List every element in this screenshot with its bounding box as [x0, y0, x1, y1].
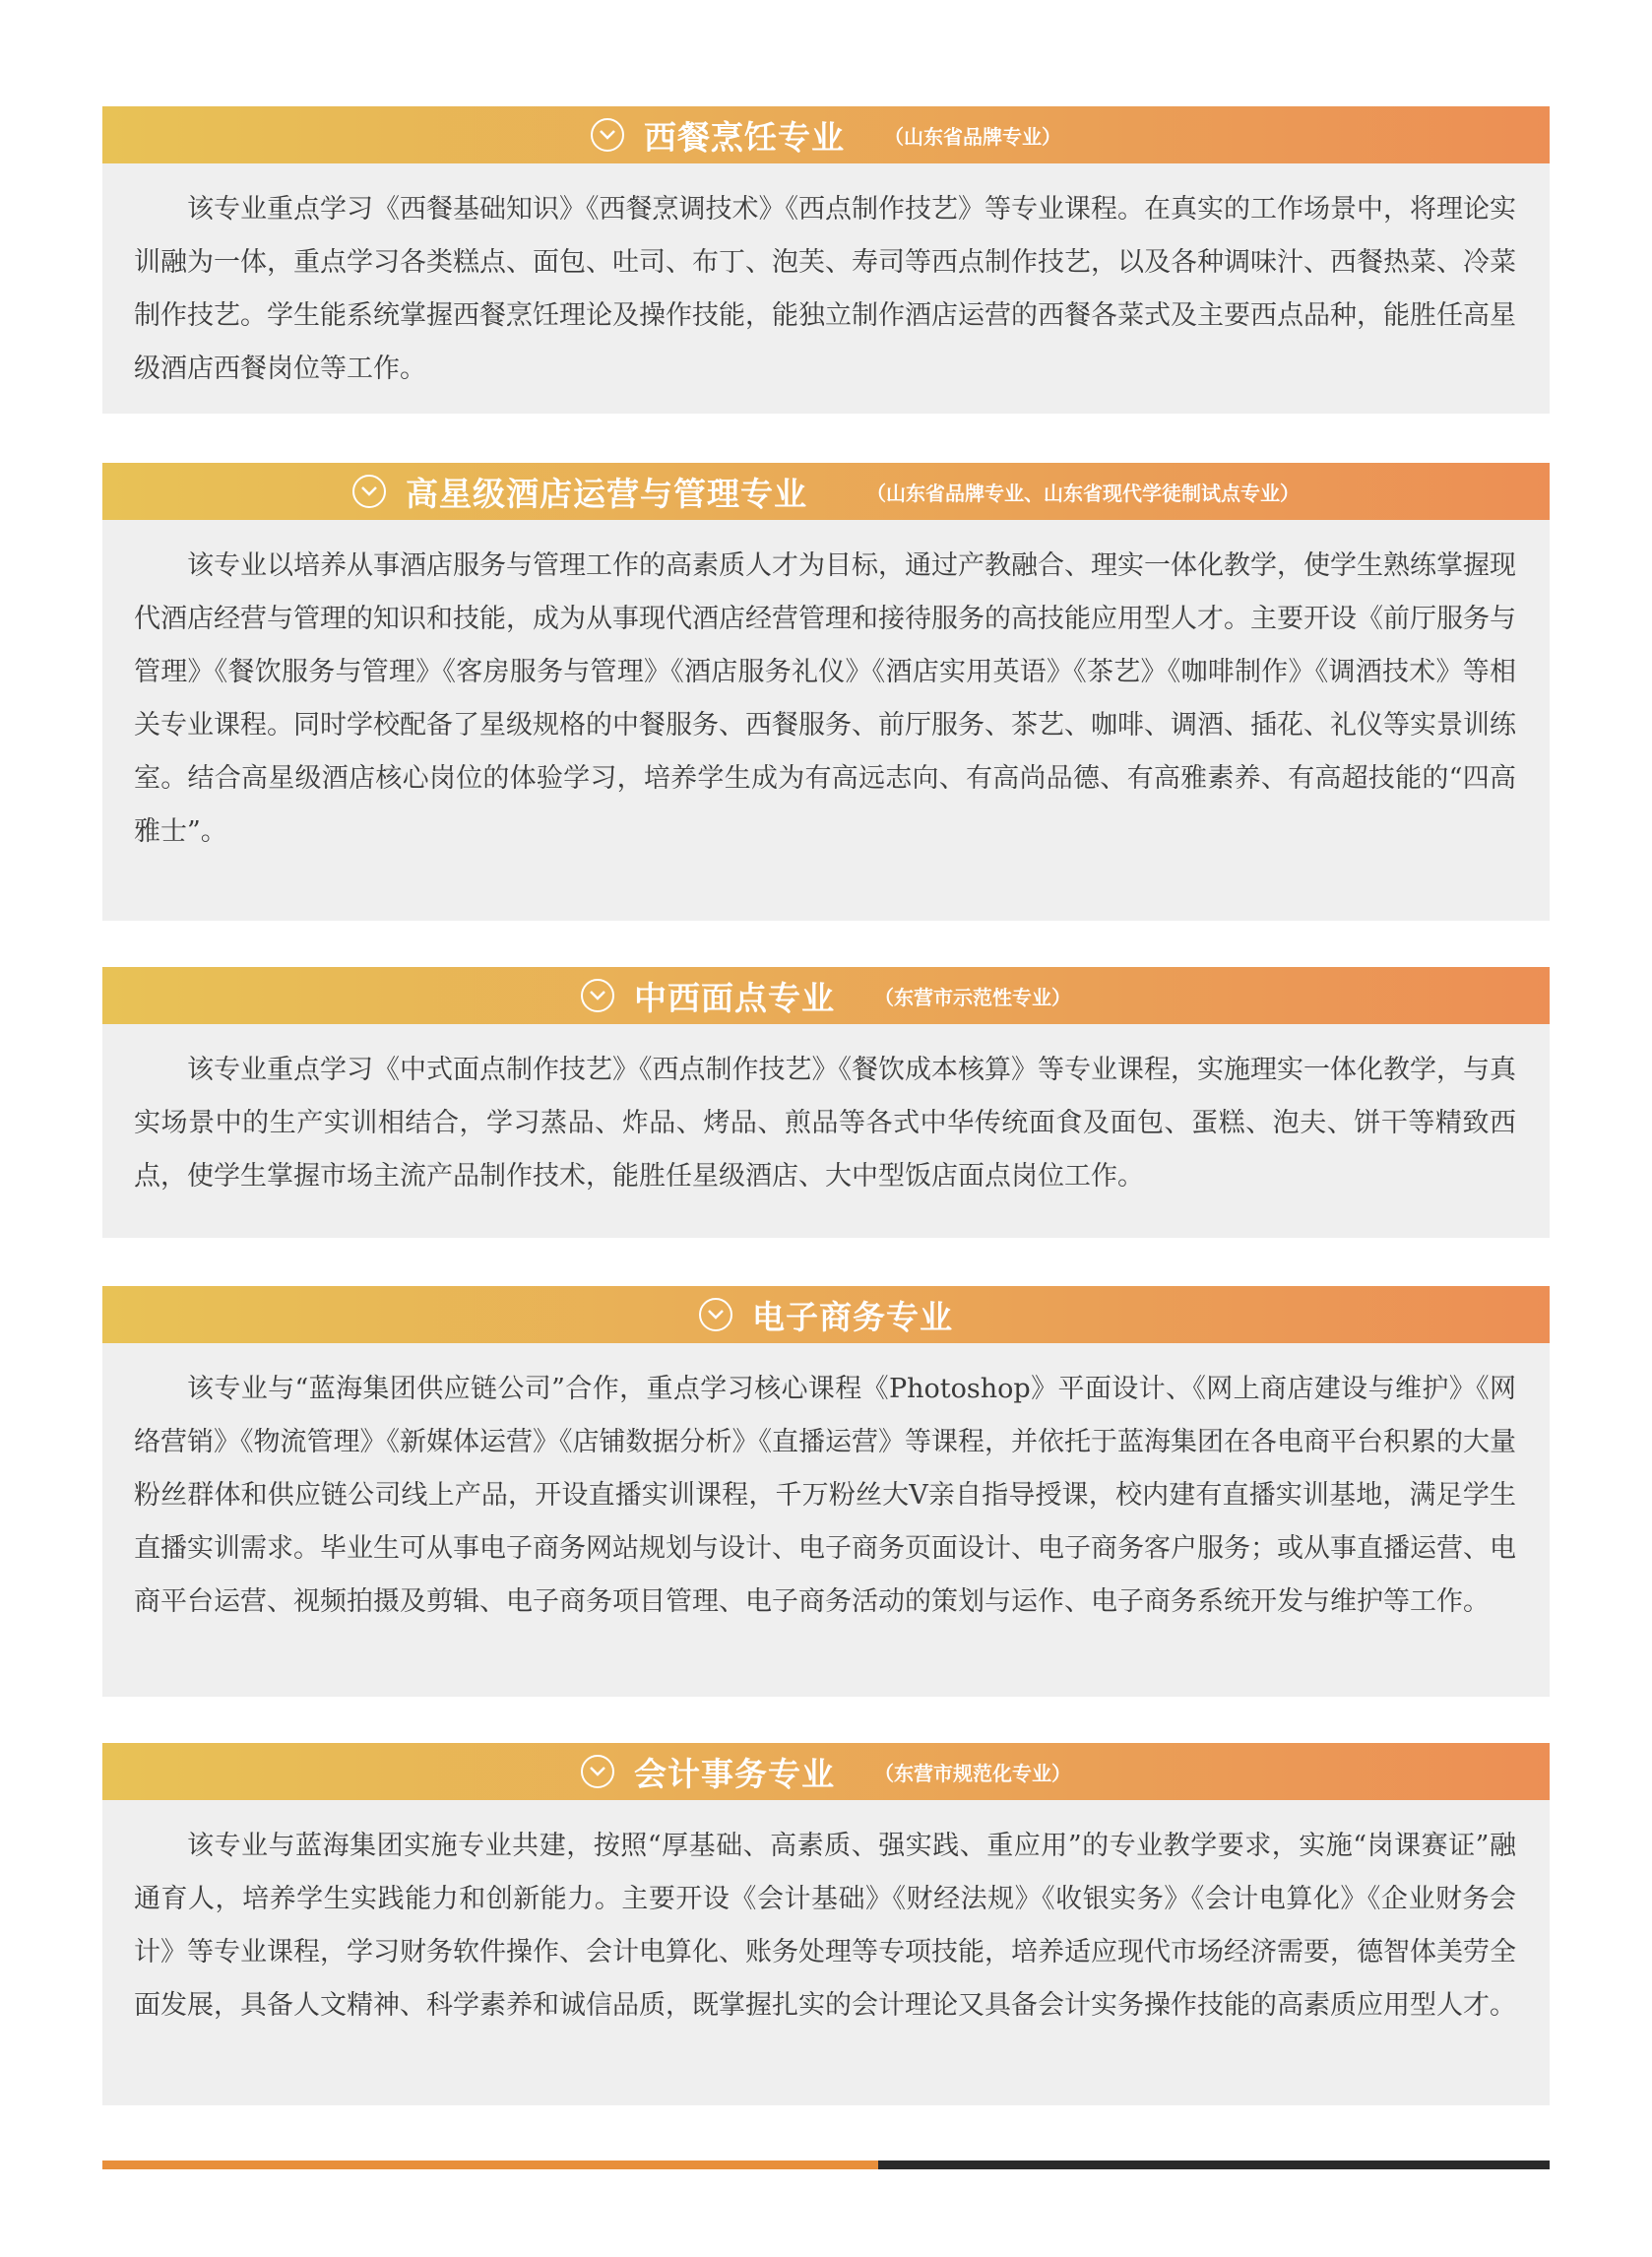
section-hotel-management [102, 463, 1550, 921]
section-body: 该专业与蓝海集团实施专业共建，按照“厚基础、高素质、强实践、重应用”的专业教学要求，实施“岗课赛证”融通育人，培养学生实践能力和创新能力。主要开设《会计基础》《财经法规》《收银实务》《会计电算化》《企业财务会计》等专业课程，学习财务软件操作、会计电算化、账务处理等专项技能，培养适应现代市场经济需要，德智体美劳全面发展，具备人文精神、科学素养和诚信品质，既掌握扎实的会计理论又具备会计实务操作技能的高素质应用型人才。 [134, 1831, 1516, 2021]
chevron-down-circle-icon [699, 1298, 732, 1331]
section-header [102, 463, 1550, 520]
section-header [102, 967, 1550, 1024]
section-pastry [102, 967, 1550, 1238]
section-subtitle: （东营市示范性专业） [874, 985, 1071, 1009]
section-accounting [102, 1743, 1550, 2105]
section-body: 该专业重点学习《西餐基础知识》《西餐烹调技术》《西点制作技艺》等专业课程。在真实的工作场景中，将理论实训融为一体，重点学习各类糕点、面包、吐司、布丁、泡芙、寿司等西点制作技艺，以及各种调味汁、西餐热菜、冷菜制作技艺。学生能系统掌握西餐烹饪理论及操作技能，能独立制作酒店运营的西餐各菜式及主要西点品种，能胜任高星级酒店西餐岗位等工作。 [134, 194, 1516, 384]
section-subtitle: （东营市规范化专业） [874, 1761, 1071, 1785]
footer-bar-orange [102, 2160, 878, 2169]
chevron-down-circle-icon [352, 475, 386, 508]
section-title: 电子商务专业 [752, 1297, 953, 1336]
footer-bar-dark [878, 2160, 1550, 2169]
section-body: 该专业以培养从事酒店服务与管理工作的高素质人才为目标，通过产教融合、理实一体化教学，使学生熟练掌握现代酒店经营与管理的知识和技能，成为从事现代酒店经营管理和接待服务的高技能应用型人才。主要开设《前厅服务与管理》《餐饮服务与管理》《客房服务与管理》《酒店服务礼仪》《酒店实用英语》《茶艺》《咖啡制作》《调酒技术》等相关专业课程。同时学校配备了星级规格的中餐服务、西餐服务、前厅服务、茶艺、咖啡、调酒、插花、礼仪等实景训练室。结合高星级酒店核心岗位的体验学习，培养学生成为有高远志向、有高尚品德、有高雅素养、有高超技能的“四高雅士”。 [134, 550, 1516, 847]
section-header [102, 1743, 1550, 1800]
section-ecommerce [102, 1286, 1550, 1697]
section-subtitle: （山东省品牌专业） [884, 124, 1061, 149]
section-western-cooking [102, 106, 1550, 414]
chevron-down-circle-icon [581, 1755, 614, 1788]
section-body: 该专业与“蓝海集团供应链公司”合作，重点学习核心课程《Photoshop》平面设计、《网上商店建设与维护》《网络营销》《物流管理》《新媒体运营》《店铺数据分析》《直播运营》等课程，并依托于蓝海集团在各电商平台积累的大量粉丝群体和供应链公司线上产品，开设直播实训课程，千万粉丝大V亲自指导授课，校内建有直播实训基地，满足学生直播实训需求。毕业生可从事电子商务网站规划与设计、电子商务页面设计、电子商务客户服务；或从事直播运营、电商平台运营、视频拍摄及剪辑、电子商务项目管理、电子商务活动的策划与运作、电子商务系统开发与维护等工作。 [134, 1374, 1516, 1617]
chevron-down-circle-icon [581, 979, 614, 1012]
section-subtitle: （山东省品牌专业、山东省现代学徒制试点专业） [866, 481, 1300, 505]
section-title: 会计事务专业 [634, 1754, 835, 1793]
section-body: 该专业重点学习《中式面点制作技艺》《西点制作技艺》《餐饮成本核算》等专业课程，实施理实一体化教学，与真实场景中的生产实训相结合，学习蒸品、炸品、烤品、煎品等各式中华传统面食及面包、蛋糕、泡夫、饼干等精致西点，使学生掌握市场主流产品制作技术，能胜任星级酒店、大中型饭店面点岗位工作。 [134, 1055, 1516, 1192]
section-header [102, 1286, 1550, 1343]
section-title: 西餐烹饪专业 [644, 117, 845, 157]
chevron-down-circle-icon [591, 118, 624, 152]
section-title: 中西面点专业 [634, 978, 835, 1017]
section-title: 高星级酒店运营与管理专业 [406, 474, 807, 513]
section-header [102, 106, 1550, 163]
